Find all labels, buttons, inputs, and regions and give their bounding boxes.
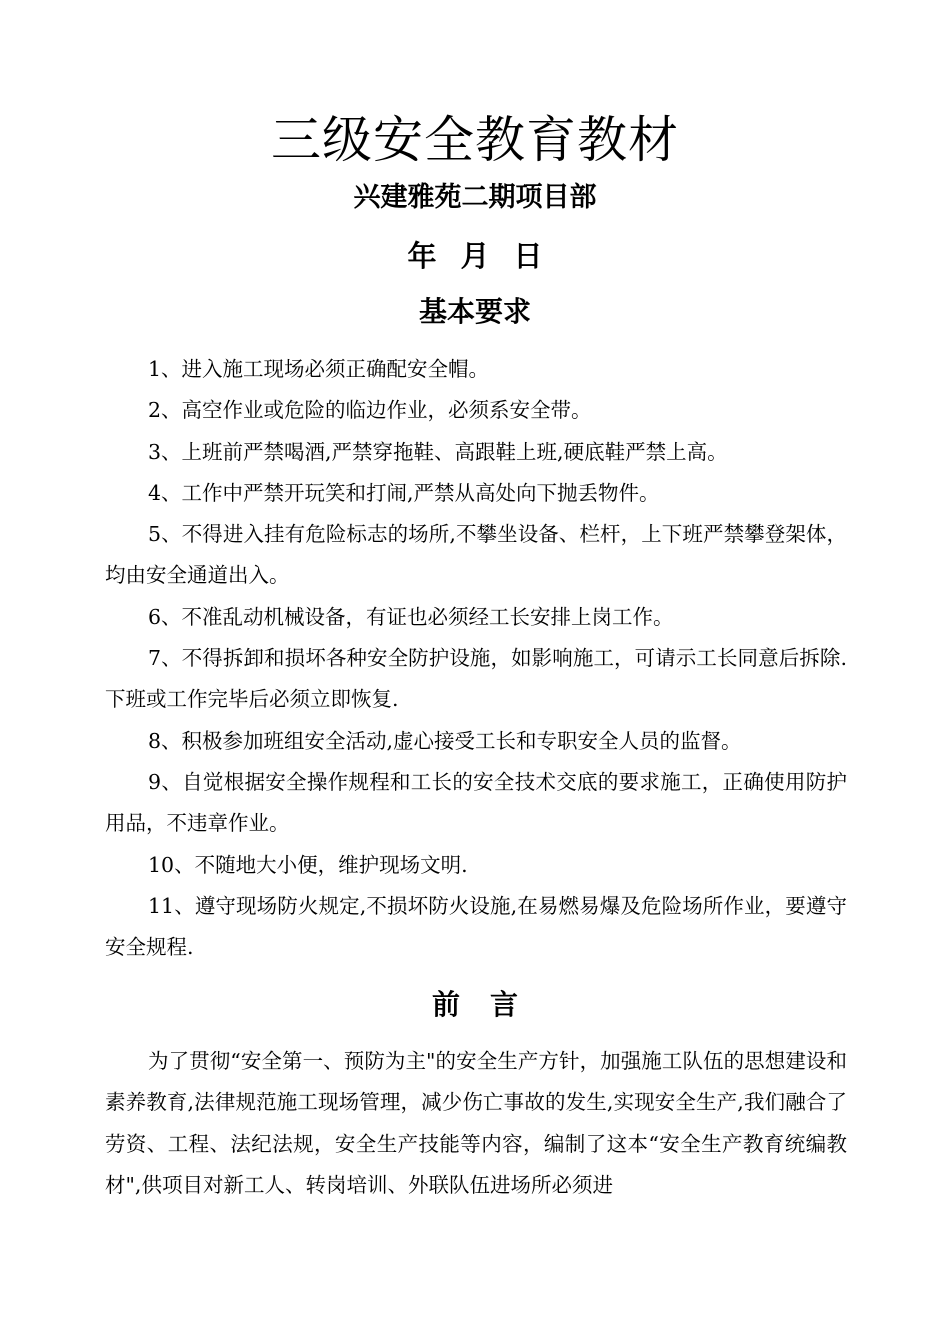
requirement-item: 1、进入施工现场必须正确配安全帽。 bbox=[148, 357, 490, 381]
requirements-list bbox=[105, 349, 847, 968]
requirement-item: 9、自觉根据安全操作规程和工长的安全技术交底的要求施工，正确使用防护用品，不违章作业。 bbox=[105, 769, 847, 836]
date-day-label: 日 bbox=[513, 239, 543, 273]
requirement-item: 3、上班前严禁喝酒,严禁穿拖鞋、高跟鞋上班,硬底鞋严禁上高。 bbox=[148, 439, 728, 464]
requirement-item: 11、遵守现场防火规定,不损坏防火设施,在易燃易爆及危险场所作业，要遵守安全规程. bbox=[105, 893, 847, 960]
requirements-heading: 基本要求 bbox=[418, 295, 531, 328]
requirement-item: 7、不得拆卸和损坏各种安全防护设施，如影响施工，可请示工长同意后拆除.下班或工作完毕后必须立即恢复. bbox=[105, 646, 847, 712]
requirement-item: 6、不准乱动机械设备，有证也必须经工长安排上岗工作。 bbox=[148, 604, 674, 629]
date-year-label: 年 bbox=[407, 239, 437, 273]
requirement-item: 8、积极参加班组安全活动,虚心接受工长和专职安全人员的监督。 bbox=[148, 728, 742, 753]
preface-paragraph: 为了贯彻“安全第一、预防为主"的安全生产方针，加强施工队伍的思想建设和素养教育,法律规范施工现场管理，减少伤亡事故的发生,实现安全生产,我们融合了劳资、工程、法纪法规，安全生产技能等内容，编制了这本“安全生产教育统编教材",供项目对新工人、转岗培训、外联队伍进场所必须进 bbox=[105, 1049, 847, 1197]
document-subtitle: 兴建雅苑二期项目部 bbox=[353, 182, 597, 213]
preface-heading: 前言 bbox=[431, 988, 548, 1021]
date-month-label: 月 bbox=[460, 239, 490, 273]
requirement-item: 2、高空作业或危险的临边作业，必须系安全带。 bbox=[148, 398, 592, 423]
requirement-item: 10、不随地大小便，维护现场文明. bbox=[148, 852, 468, 877]
requirement-item: 4、工作中严禁开玩笑和打闹,严禁从高处向下抛丢物件。 bbox=[148, 480, 660, 505]
document-title: 三级安全教育教材 bbox=[271, 111, 679, 169]
preface-body bbox=[105, 1041, 847, 1206]
date-line bbox=[0, 234, 950, 278]
requirement-item: 5、不得进入挂有危险标志的场所,不攀坐设备、栏杆，上下班严禁攀登架体，均由安全通道出入。 bbox=[105, 522, 847, 588]
